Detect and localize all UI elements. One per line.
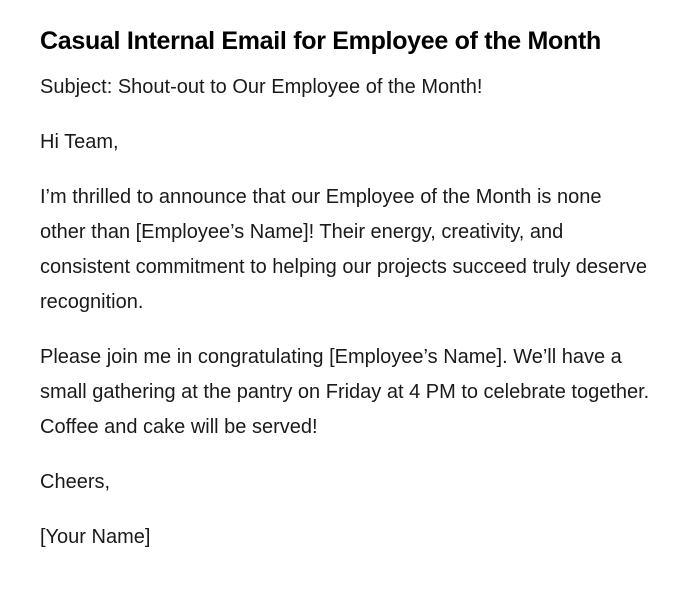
email-greeting: Hi Team, <box>40 131 119 153</box>
email-closing: Cheers, <box>40 471 111 493</box>
document-title: Casual Internal Email for Employee of the Month <box>40 27 601 55</box>
email-body-paragraph-1: I’m thrilled to announce that our Employee of the Month is none other than [Employee’s Name]! Their energy, creativity, and consistent commitment to helping our projects succeed truly deserve recognition. <box>40 186 647 313</box>
email-document <box>40 24 650 575</box>
email-signature: [Your Name] <box>40 526 151 548</box>
email-body-paragraph-2: Please join me in congratulating [Employee’s Name]. We’ll have a small gathering at the pantry on Friday at 4 PM to celebrate together. Coffee and cake will be served! <box>40 346 650 438</box>
email-subject: Subject: Shout-out to Our Employee of the Month! <box>40 76 483 98</box>
